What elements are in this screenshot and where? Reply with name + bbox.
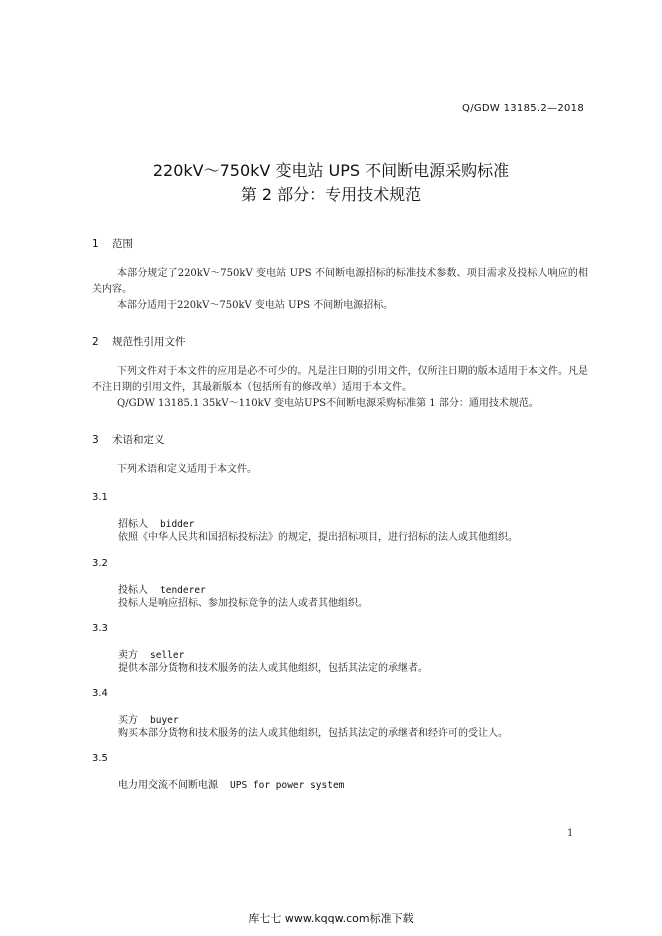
terms-intro: 下列术语和定义适用于本文件。 [117,464,257,475]
term-chinese: 买方 [118,715,138,726]
term-entry [118,711,179,726]
section-title: 术语和定义 [112,434,165,446]
term-english: buyer [150,715,179,726]
document-title: 220kV～750kV 变电站 UPS 不间断电源采购标准 [152,161,510,180]
term-english: bidder [160,519,195,530]
references-paragraph-2: Q/GDW 13185.1 35kV～110kV 变电站UPS不间断电源采购标准第 1 部分：通用技术规范。 [117,398,539,409]
clause-number: 3.5 [92,753,108,764]
standard-number: Q/GDW 13185.2—2018 [462,103,584,114]
section-heading-normative-references [92,334,186,349]
term-english: UPS for power system [230,780,345,791]
term-chinese: 电力用交流不间断电源 [118,780,218,791]
section-number: 2 [92,336,99,348]
section-number: 1 [92,238,99,250]
term-english: tenderer [160,585,206,596]
page-number: 1 [567,828,574,839]
section-title: 范围 [112,238,133,250]
references-paragraph-1: 下列文件对于本文件的应用是必不可少的。凡是注日期的引用文件，仅所注日期的版本适用于本文件。凡是不注日期的引用文件，其最新版本（包括所有的修改单）适用于本文件。 [92,366,588,393]
term-definition: 购买本部分货物和技术服务的法人或其他组织，包括其法定的承继者和经许可的受让人。 [118,728,508,739]
clause-number: 3.2 [92,558,108,569]
section-number: 3 [92,434,99,446]
section-heading-terms [92,432,165,447]
term-entry [118,581,206,596]
term-definition: 依照《中华人民共和国招标投标法》的规定，提出招标项目，进行招标的法人或其他组织。 [118,532,518,543]
term-entry [118,515,194,530]
clause-number: 3.4 [92,688,108,699]
section-title: 规范性引用文件 [112,336,186,348]
clause-number: 3.1 [92,492,108,503]
term-english: seller [150,650,185,661]
term-definition: 提供本部分货物和技术服务的法人或其他组织，包括其法定的承继者。 [118,663,428,674]
term-entry [118,776,344,791]
term-chinese: 投标人 [118,585,148,596]
term-definition: 投标人是响应招标、参加投标竞争的法人或者其他组织。 [118,598,368,609]
clause-number: 3.3 [92,623,108,634]
scope-paragraph-2: 本部分适用于220kV～750kV 变电站 UPS 不间断电源招标。 [117,300,394,311]
term-entry [118,646,184,661]
document-subtitle: 第 2 部分：专用技术规范 [240,185,422,204]
scope-paragraph-1: 本部分规定了220kV～750kV 变电站 UPS 不间断电源招标的标准技术参数、项目需求及投标人响应的相关内容。 [92,268,588,295]
download-footer: 库七七 www.kqqw.com标准下载 [248,912,414,925]
term-chinese: 招标人 [118,519,148,530]
section-heading-scope [92,236,133,251]
term-chinese: 卖方 [118,650,138,661]
